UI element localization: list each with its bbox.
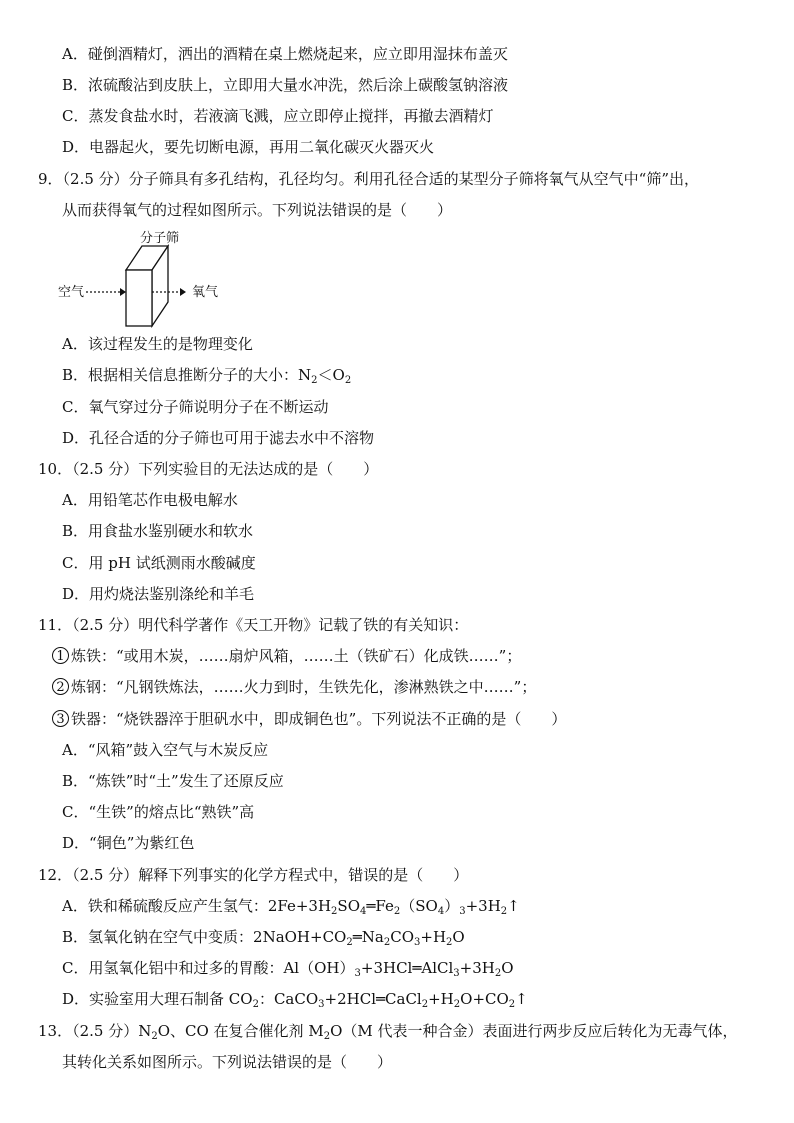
q12-option-b: B．氢氧化钠在空气中变质：$2NaOH+CO_2═Na_2CO_3+H_2O$ xyxy=(62,928,465,948)
q9-stem-cont: 从而获得氧气的过程如图所示。下列说法错误的是（ ） xyxy=(62,201,453,219)
q11-option-a: A．“风箱”鼓入空气与木炭反应 xyxy=(62,741,269,759)
q10-option-c: C．用 pH 试纸测雨水酸碱度 xyxy=(62,554,256,572)
air-arrowhead xyxy=(120,288,126,296)
q9-option-a: A．该过程发生的是物理变化 xyxy=(62,335,253,353)
q11-stem: 11．（2.5 分）明代科学著作《天工开物》记载了铁的有关知识： xyxy=(38,616,469,634)
q13-stem: 13．（2.5 分）$N_2O$、CO 在复合催化剂 $M_2O(M$ 代表一种合金）表面进行两步反应后转化为无毒气体， xyxy=(38,1022,738,1042)
circled-number: 3 xyxy=(52,710,69,727)
q11-option-b: B．“炼铁”时“土”发生了还原反应 xyxy=(62,772,284,790)
q9-option-b: B．根据相关信息推断分子的大小：$N_2<O_2$ xyxy=(62,366,352,386)
q11-option-c: C．“生铁”的熔点比“熟铁”高 xyxy=(62,803,255,821)
q9-option-c: C．氧气穿过分子筛说明分子在不断运动 xyxy=(62,398,329,416)
q8-option-c: C．蒸发食盐水时，若液滴飞溅，应立即停止搅拌，再撤去酒精灯 xyxy=(62,107,494,125)
q11-item-2: 2 炼钢：“凡钢铁炼法，……火力到时，生铁先化，渗淋熟铁之中……”； xyxy=(52,677,536,697)
q12-option-d: D．实验室用大理石制备 $CO_2$：$CaCO_3+2HCl═CaCl_2+H_2O+CO_2↑$ xyxy=(62,990,528,1010)
q8-option-a: A．碰倒酒精灯，洒出的酒精在桌上燃烧起来，应立即用湿抹布盖灭 xyxy=(62,45,508,63)
q11-option-d: D．“铜色”为紫红色 xyxy=(62,834,195,852)
q10-option-d: D．用灼烧法鉴别涤纶和羊毛 xyxy=(62,585,255,603)
q12-option-c: C．用氢氧化铝中和过多的胃酸：$Al(OH)_3+3HCl═AlCl_3+3H_2O$ xyxy=(62,959,514,979)
circled-number: 2 xyxy=(52,678,69,695)
q12-stem: 12．（2.5 分）解释下列事实的化学方程式中，错误的是（ ） xyxy=(38,866,469,884)
q12-option-a: A．铁和稀硫酸反应产生氢气：$2Fe+3H_2SO_4═Fe_2(SO_4)_3+3H_2↑$ xyxy=(62,897,520,917)
molecular-sieve-diagram xyxy=(56,228,256,328)
diagram-label-sieve: 分子筛 xyxy=(140,231,180,246)
q10-option-b: B．用食盐水鉴别硬水和软水 xyxy=(62,522,254,540)
diagram-label-air: 空气 xyxy=(58,285,85,300)
q13-stem-cont: 其转化关系如图所示。下列说法错误的是（ ） xyxy=(62,1053,393,1071)
oxygen-arrowhead xyxy=(180,288,186,296)
q8-option-d: D．电器起火，要先切断电源，再用二氧化碳灭火器灭火 xyxy=(62,138,435,156)
q10-stem: 10．（2.5 分）下列实验目的无法达成的是（ ） xyxy=(38,460,379,478)
circled-number: 1 xyxy=(52,647,69,664)
q8-option-b: B．浓硫酸沾到皮肤上，立即用大量水冲洗，然后涂上碳酸氢钠溶液 xyxy=(62,76,509,94)
q11-item-1: 1 炼铁：“或用木炭，……扇炉风箱，……土（铁矿石）化成铁……”； xyxy=(52,646,521,666)
q10-option-a: A．用铅笔芯作电极电解水 xyxy=(62,491,238,509)
q11-item-3: 3 铁器：“烧铁器淬于胆矾水中，即成铜色也”。下列说法不正确的是（ ） xyxy=(52,709,566,729)
sieve-block xyxy=(126,246,168,326)
q9-stem: 9．（2.5 分）分子筛具有多孔结构，孔径均匀。利用孔径合适的某型分子筛将氧气从空气中“筛”出， xyxy=(38,170,700,188)
q9-option-d: D．孔径合适的分子筛也可用于滤去水中不溶物 xyxy=(62,429,375,447)
diagram-label-oxygen: 氧气 xyxy=(192,285,219,300)
